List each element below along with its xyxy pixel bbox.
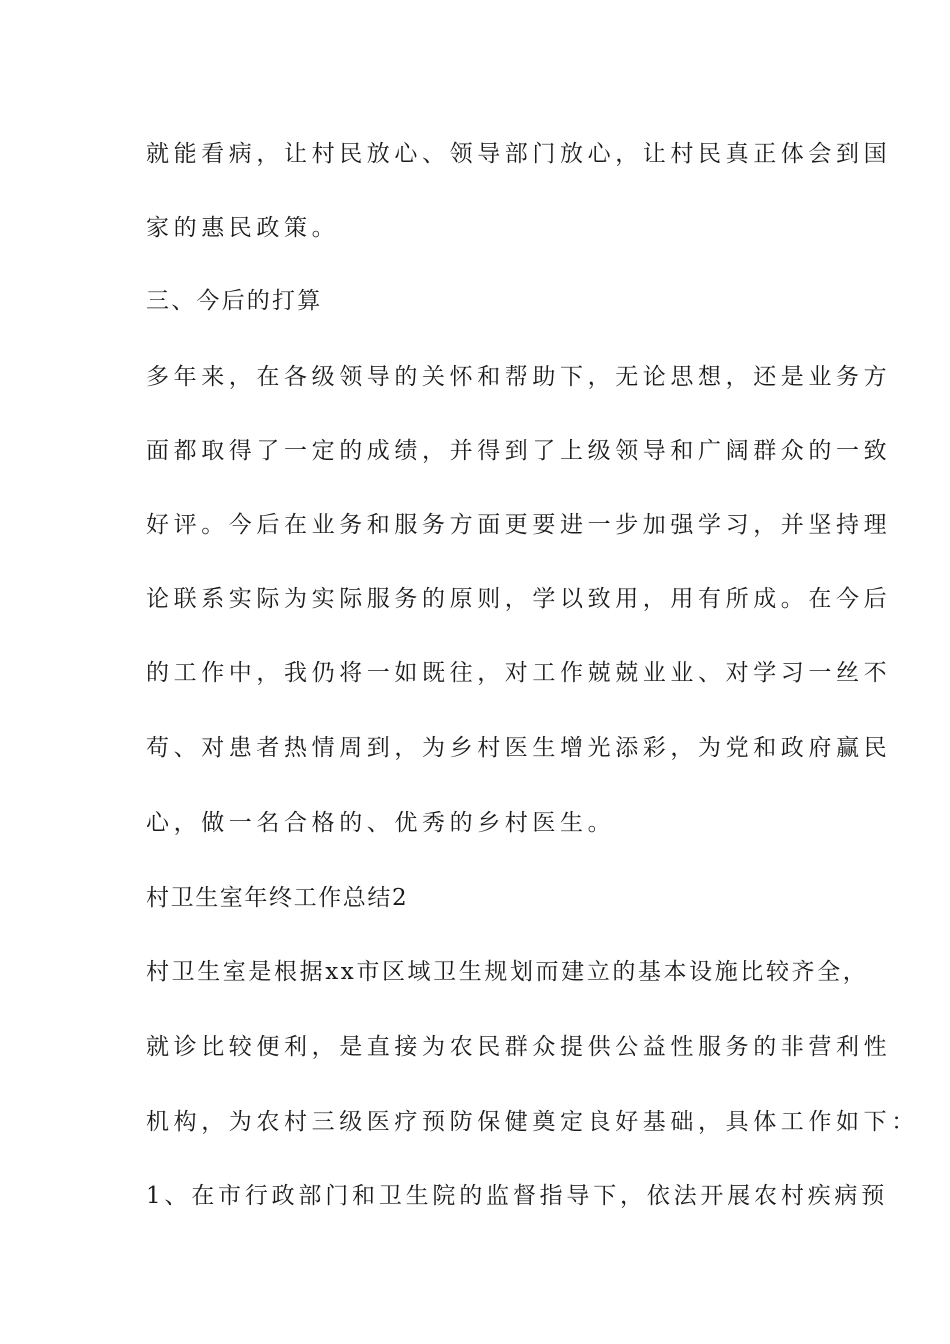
paragraph-line: 心，做一名合格的、优秀的乡村医生。	[146, 810, 616, 836]
paragraph-line: 多年来，在各级领导的关怀和帮助下，无论思想，还是业务方	[146, 364, 892, 390]
paragraph-line: 就诊比较便利，是直接为农民群众提供公益性服务的非营利性	[146, 1034, 892, 1060]
paragraph-line: 论联系实际为实际服务的原则，学以致用，用有所成。在今后	[146, 586, 892, 612]
paragraph-line: 村卫生室是根据xx市区域卫生规划而建立的基本设施比较齐全，	[146, 959, 869, 985]
paragraph-line: 家的惠民政策。	[146, 215, 340, 241]
document-title: 村卫生室年终工作总结2	[146, 885, 409, 911]
paragraph-line: 的工作中，我仍将一如既往，对工作兢兢业业、对学习一丝不	[146, 660, 892, 686]
paragraph-line: 就能看病，让村民放心、领导部门放心，让村民真正体会到国	[146, 141, 892, 167]
paragraph-line: 机构，为农村三级医疗预防保健奠定良好基础，具体工作如下：	[146, 1109, 919, 1135]
paragraph-line: 好评。今后在业务和服务方面更要进一步加强学习，并坚持理	[146, 512, 892, 538]
paragraph-line: 面都取得了一定的成绩，并得到了上级领导和广阔群众的一致	[146, 438, 892, 464]
section-heading: 三、今后的打算	[146, 288, 323, 314]
paragraph-line: 1、在市行政部门和卫生院的监督指导下，依法开展农村疾病预	[146, 1183, 889, 1209]
paragraph-line: 苟、对患者热情周到，为乡村医生增光添彩，为党和政府赢民	[146, 735, 892, 761]
